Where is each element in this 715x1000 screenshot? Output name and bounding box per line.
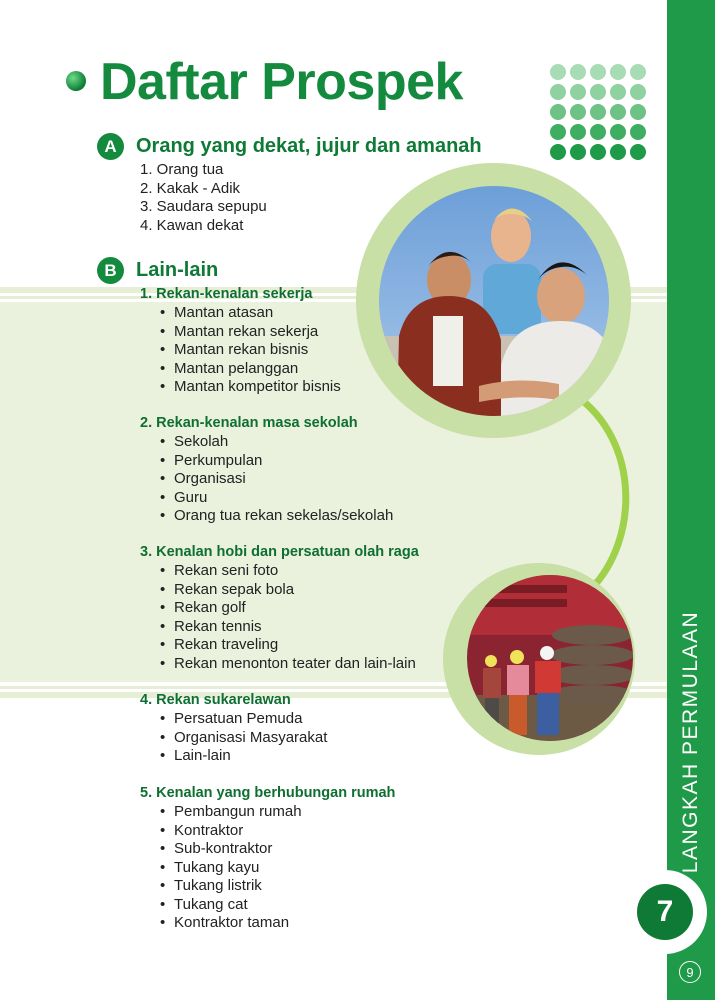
list-item: • Rekan tennis bbox=[160, 618, 416, 637]
list-item: • Mantan atasan bbox=[160, 304, 341, 323]
list-item: • Kontraktor taman bbox=[160, 914, 302, 933]
list-item: • Organisasi Masyarakat bbox=[160, 729, 327, 748]
list-item: • Lain-lain bbox=[160, 747, 327, 766]
photo-construction bbox=[467, 575, 633, 741]
list-item: • Rekan menonton teater dan lain-lain bbox=[160, 655, 416, 674]
list-item: • Rekan traveling bbox=[160, 636, 416, 655]
page-number: 9 bbox=[679, 961, 701, 983]
list-item: 3. Saudara sepupu bbox=[140, 198, 267, 215]
group-list-2 bbox=[160, 433, 393, 526]
sidebar-label: LANGKAH PERMULAAN bbox=[679, 610, 702, 874]
list-item: • Tukang kayu bbox=[160, 859, 302, 878]
section-b-badge: B bbox=[97, 257, 124, 284]
list-item: • Rekan sepak bola bbox=[160, 581, 416, 600]
group-list-1 bbox=[160, 304, 341, 397]
list-item: • Organisasi bbox=[160, 470, 393, 489]
list-item: • Sub-kontraktor bbox=[160, 840, 302, 859]
list-item: • Mantan rekan bisnis bbox=[160, 341, 341, 360]
group-heading-3: 3. Kenalan hobi dan persatuan olah raga bbox=[140, 544, 419, 560]
list-item: • Pembangun rumah bbox=[160, 803, 302, 822]
section-b-title: Lain-lain bbox=[136, 259, 219, 281]
list-item: • Rekan seni foto bbox=[160, 562, 416, 581]
list-item: • Guru bbox=[160, 489, 393, 508]
list-item: • Tukang listrik bbox=[160, 877, 302, 896]
group-heading-4: 4. Rekan sukarelawan bbox=[140, 692, 291, 708]
photo-friends bbox=[379, 186, 609, 416]
list-item: • Mantan pelanggan bbox=[160, 360, 341, 379]
section-a-badge: A bbox=[97, 133, 124, 160]
group-heading-5: 5. Kenalan yang berhubungan rumah bbox=[140, 785, 396, 801]
group-list-5 bbox=[160, 803, 302, 933]
list-item: 2. Kakak - Adik bbox=[140, 179, 241, 197]
page-title: Daftar Prospek bbox=[100, 53, 463, 111]
list-item: 4. Kawan dekat bbox=[140, 216, 244, 234]
section-a-list bbox=[140, 161, 267, 235]
section-a-title: Orang yang dekat, jujur dan amanah bbox=[136, 135, 482, 157]
title-bullet-icon bbox=[66, 71, 86, 91]
list-item: • Tukang cat bbox=[160, 896, 302, 915]
list-item: • Rekan golf bbox=[160, 599, 416, 618]
list-item: 1. Orang tua bbox=[140, 161, 224, 178]
list-item: • Orang tua rekan sekelas/sekolah bbox=[160, 507, 393, 526]
group-list-3 bbox=[160, 562, 416, 673]
step-number-badge: 7 bbox=[637, 884, 693, 940]
list-item: • Kontraktor bbox=[160, 822, 302, 841]
list-item: • Persatuan Pemuda bbox=[160, 710, 327, 729]
group-list-4 bbox=[160, 710, 327, 766]
list-item: • Sekolah bbox=[160, 433, 393, 452]
group-heading-2: 2. Rekan-kenalan masa sekolah bbox=[140, 415, 358, 431]
list-item: • Perkumpulan bbox=[160, 452, 393, 471]
list-item: • Mantan rekan sekerja bbox=[160, 323, 341, 342]
list-item: • Mantan kompetitor bisnis bbox=[160, 378, 341, 397]
group-heading-1: 1. Rekan-kenalan sekerja bbox=[140, 286, 313, 302]
